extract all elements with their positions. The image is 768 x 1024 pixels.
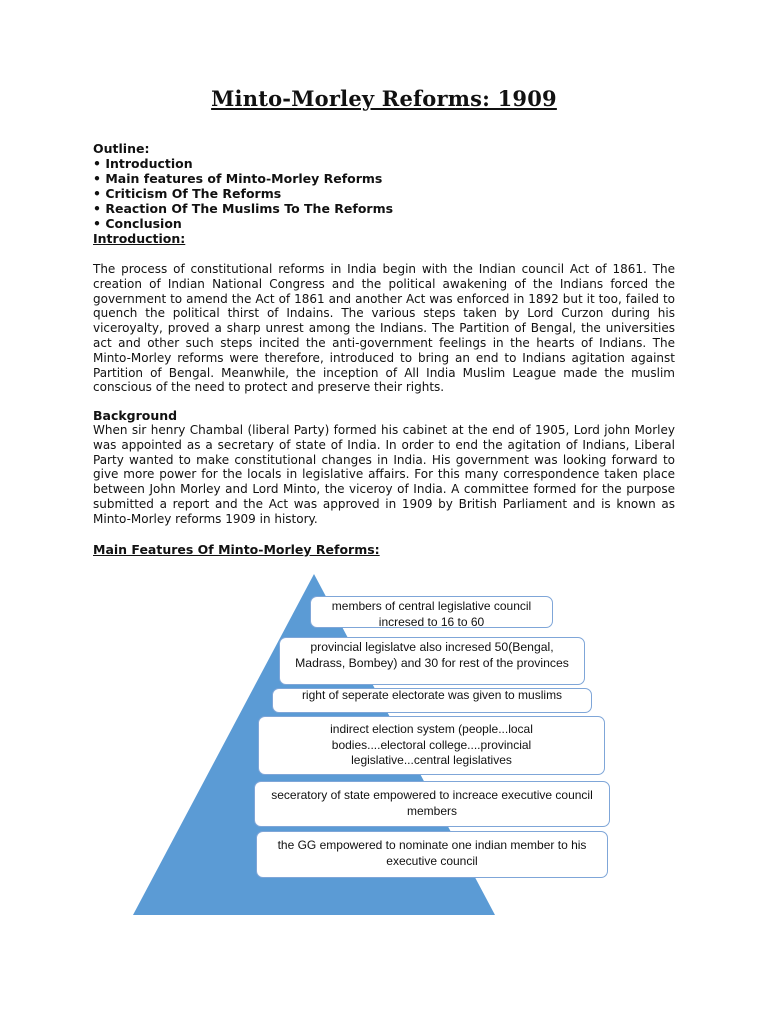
pyramid-level-5: seceratory of state empowered to increace executive council members [254,781,610,827]
background-paragraph: When sir henry Chambal (liberal Party) formed his cabinet at the end of 1905, Lord john Morley was appointed as a secretary of state of India. In order to end the agitation of Indians, Liberal Party wanted to make constitutional changes in India. His government was looking forward to give more power for the locals in legislative affairs. For this many correspondence taken place between John Morley and Lord Minto, the viceroy of India. A committee formed for the purpose submitted a report and the Act was approved in 1909 by British Parliament and is known as Minto-Morley reforms 1909 in history. [93,423,675,526]
introduction-paragraph: The process of constitutional reforms in India begin with the Indian council Act of 1861. The creation of Indian National Congress and the political awakening of the Indians forced the government to amend the Act of 1861 and another Act was enforced in 1892 but it too, failed to quench the political thirst of Indains. The various steps taken by Lord Curzon during his viceroyalty, proved a sharp unrest among the Indians. The Partition of Bengal, the universities act and other such steps incited the anti-government feelings in the hearts of Indians. The Minto-Morley reforms were therefore, introduced to bring an end to Indians agitation against Partition of Bengal. Meanwhile, the inception of All India Muslim League made the muslim conscious of the need to protect and preserve their rights. [93,262,675,395]
pyramid-level-3: right of seperate electorate was given to muslims [272,688,592,713]
pyramid-level-1: members of central legislative council incresed to 16 to 60 [310,596,553,628]
document-title: Minto-Morley Reforms: 1909 [211,86,557,111]
outline-heading: Outline: [93,141,150,156]
background-heading: Background [93,408,178,423]
pyramid-level-4: indirect election system (people...local bodies....electoral college....provincial legislative...central legislatives [258,716,605,775]
outline-item: • Reaction Of The Muslims To The Reforms [93,200,394,216]
introduction-heading: Introduction: [93,231,186,246]
outline-item: • Criticism Of The Reforms [93,185,282,201]
outline-item: • Introduction [93,155,193,171]
pyramid-level-2: provincial legislatve also incresed 50(Bengal, Madrass, Bombey) and 30 for rest of the provinces [279,637,585,685]
pyramid-level-6: the GG empowered to nominate one indian member to his executive council [256,831,608,878]
outline-item: • Conclusion [93,215,182,231]
main-features-heading: Main Features Of Minto-Morley Reforms: [93,542,380,557]
outline-item: • Main features of Minto-Morley Reforms [93,170,383,186]
